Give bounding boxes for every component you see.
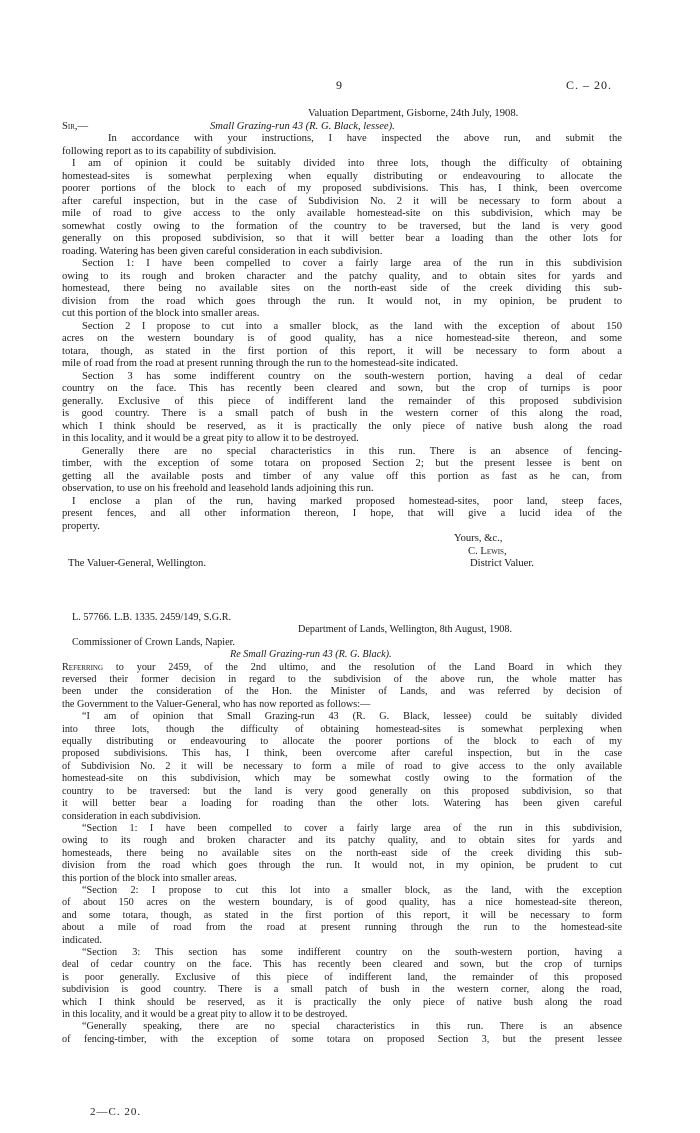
- letter1-line: present fences, and all other information thereon, I hope, that will give a lucid idea of the: [62, 508, 622, 519]
- letter2-line: it will better bear a loading for roading than the other lots. Watering has been given careful: [62, 798, 622, 810]
- letter1-signatory: C. Lewis,: [468, 545, 507, 557]
- letter2-line: division from the road which goes through the run. It would not, in my opinion, be prudent to cut: [62, 860, 622, 872]
- letter2-line: homestead-site on this subdivision, which may be somewhat costly owing to the formation of the: [62, 773, 622, 785]
- letter1-subject: Small Grazing-run 43 (R. G. Black, lessee).: [210, 120, 395, 132]
- letter1-line: mile of road to give access to the only available homestead-site on this subdivision, which may be: [62, 208, 622, 219]
- letter1-dateline: Valuation Department, Gisborne, 24th July, 1908.: [308, 108, 519, 119]
- letter1-line: In accordance with your instructions, I have inspected the above run, and submit the: [108, 133, 622, 144]
- page-number: 9: [336, 78, 342, 92]
- letter1-line: is good country. There is a small patch of bush in the western corner of this along the road,: [62, 408, 622, 419]
- letter1-line: mile of road from the road at present running through the run to the homestead-site indicated.: [62, 358, 458, 369]
- letter1-line: country on the face. This has recently been cleared and sown, but the crop of turnips is poor: [62, 383, 622, 394]
- letter1-line: Section 1: I have been compelled to cover a fairly large area of the run in this subdivision: [82, 258, 622, 269]
- letter2-line: equally distributing or endeavouring to allocate the poorer portions of the block to each of my: [62, 736, 622, 748]
- letter2-line: “Section 2: I propose to cut this lot into a smaller block, as the land, with the exception: [82, 884, 622, 896]
- letter2-line: deal of cedar country on the face. This has recently been cleared and sown, but the crop of turnips: [62, 959, 622, 971]
- letter1-salutation: Sir,—: [62, 120, 89, 132]
- letter1-line: homestead-sites is somewhat perplexing when equally distributing or endeavouring to allocate the: [62, 170, 622, 182]
- letter2-line: this portion of the block into smaller areas.: [62, 872, 237, 884]
- letter-department-of-lands: [62, 612, 622, 1046]
- letter1-line: getting all the available posts and timber of any value off this portion as fast as he can, from: [62, 470, 622, 482]
- letter1-line: generally on this proposed subdivision, so that it will better bear a loading than the other lots for: [62, 233, 622, 244]
- letter2-addressee: Commissioner of Crown Lands, Napier.: [72, 636, 235, 648]
- letter1-line: Section 2 I propose to cut into a smaller block, as the land with the exception of about 150: [82, 320, 622, 332]
- letter2-line: “Section 3: This section has some indifferent country on the south-western portion, having a: [82, 946, 622, 958]
- letter1-line: generally. Exclusive of this piece of indifferent land the remainder of this proposed subdivision: [62, 395, 622, 407]
- letter1-signatory-title: District Valuer.: [470, 558, 534, 569]
- letter2-subject: Re Small Grazing-run 43 (R. G. Black).: [230, 649, 392, 661]
- letter1-line: totara, though, as stated in the first portion of this report, it will be necessary to form about a: [62, 345, 622, 357]
- letter2-line: which I think should be reserved, as it is practically the only piece of native bush along the road: [62, 996, 622, 1008]
- letter2-line: in this locality, and it would be a great pity to allow it to be destroyed.: [62, 1009, 348, 1020]
- letter1-line: Generally there are no special characteristics in this run. There is an absence of fencing-: [82, 445, 622, 457]
- letter1-addressee: The Valuer-General, Wellington.: [68, 558, 206, 569]
- letter1-line: cut this portion of the block into smaller areas.: [62, 308, 260, 319]
- letter1-body: [62, 133, 622, 533]
- letter-valuer-report: [62, 108, 622, 571]
- letter2-line: been under the consideration of the Hon. the Minister of Lands, and was referred by decision of: [62, 686, 622, 698]
- letter1-line: I enclose a plan of the run, having marked proposed homestead-sites, poor land, steep faces,: [72, 495, 622, 507]
- letter2-line: Referring to your 2459, of the 2nd ultimo, and the resolution of the Land Board in which they: [62, 661, 622, 673]
- letter2-line: and some totara, though, as stated in the first portion of this report, it will be necessary to form: [62, 909, 622, 921]
- letter1-line: property.: [62, 520, 100, 532]
- letter1-line: roading. Watering has been given careful consideration in each subdivision.: [62, 245, 383, 257]
- letter2-line: indicated.: [62, 934, 102, 946]
- letter1-line: which I think should be reserved, as it is practically the only piece of native bush along the road: [62, 420, 622, 432]
- letter1-line: observation, to use on his freehold and leasehold lands adjoining this run.: [62, 483, 374, 494]
- letter2-body: [62, 662, 622, 1047]
- letter2-line: into three lots, though the difficulty of obtaining homestead-sites is somewhat perplexing when: [62, 723, 622, 735]
- letter1-line: following report as to its capability of subdivision.: [62, 145, 277, 157]
- letter2-line: reversed their former decision in regard to the subdivision of the above run, the whole matter has: [62, 674, 622, 686]
- letter2-line: subdivision is good country. There is a small patch of bush in the western corner, along the road,: [62, 984, 622, 996]
- letter2-line: of about 150 acres on the western boundary, is of good quality, has a nice homestead-site thereon,: [62, 897, 622, 909]
- page-header: [0, 78, 700, 94]
- letter2-line: “I am of opinion that Small Grazing-run 43 (R. G. Black, lessee) could be suitably divided: [82, 711, 622, 723]
- letter1-addressee-row: [62, 558, 622, 571]
- letter2-line: about a mile of road from the road at present running through the run to the homestead-site: [62, 922, 622, 934]
- letter2-line: owing to its rough and broken character and its patchy quality, and to obtain sites for yards and: [62, 835, 622, 847]
- letter1-line: poorer portions of the block to each of my proposed subdivisions. This has, I think, been overcome: [62, 183, 622, 194]
- letter2-line: proposed subdivisions. This has, I think, been overcome after careful inspection, but in the case: [62, 748, 622, 760]
- letter1-line: division from the road which goes through the run. It would not, in my opinion, be prudent to: [62, 295, 622, 307]
- letter1-line: acres on the western boundary is of good quality, has a nice homestead-site thereon, and some: [62, 333, 622, 344]
- letter2-line: is poor generally. Exclusive of this piece of indifferent land, the remainder of this proposed: [62, 971, 622, 983]
- letter1-closing-row: [62, 533, 622, 546]
- letter2-line: the Government to the Valuer-General, who has now reported as follows:—: [62, 698, 371, 710]
- letter1-line: Section 3 has some indifferent country on the south-western portion, having a deal of cedar: [82, 370, 622, 382]
- letter2-line: of Subdivision No. 2 it will be necessary to form a mile of road to give access to the only available: [62, 760, 622, 772]
- letter1-closing: Yours, &c.,: [454, 533, 503, 544]
- letter2-line: consideration in each subdivision.: [62, 810, 201, 822]
- letter2-line: homesteads, there being no available sites on the north-east side of the creek dividing this sub-: [62, 847, 622, 859]
- letter2-line: “Section 1: I have been compelled to cover a fairly large area of the run in this subdivision,: [82, 822, 622, 834]
- letter1-salutation-row: [62, 121, 622, 134]
- letter1-line: in this locality, and it would be a great pity to allow it to be destroyed.: [62, 433, 359, 444]
- signature-reference: 2—C. 20.: [90, 1106, 142, 1118]
- letter1-signatory-row: [62, 546, 622, 559]
- letter2-dateline: Department of Lands, Wellington, 8th August, 1908.: [298, 624, 513, 636]
- document-reference: C. – 20.: [566, 78, 613, 92]
- letter1-line: owing to its rough and broken character and the patchy quality, and to obtain sites for yards and: [62, 270, 622, 282]
- letter1-line: homestead, there being no available sites on the north-east side of the creek dividing this sub-: [62, 283, 622, 294]
- letter2-line: of fencing-timber, with the exception of some totara on proposed Section 3, but the present lessee: [62, 1033, 622, 1045]
- letter2-line: country to be traversed: but the land is very good generally on this proposed subdivision, so that: [62, 785, 622, 797]
- letter1-line: timber, with the exception of some totara on proposed Section 2; but the present lessee is bent on: [62, 458, 622, 469]
- letter1-line: somewhat costly owing to the formation of the country to be traversed, but the land is very good: [62, 220, 622, 232]
- letter2-refs: L. 57766. L.B. 1335. 2459/149, S.G.R.: [72, 612, 232, 623]
- letter1-line: after careful inspection, but in the case of Subdivision No. 2 it will be necessary to form about a: [62, 195, 622, 207]
- letter2-line: “Generally speaking, there are no special characteristics in this run. There is an absence: [82, 1021, 622, 1033]
- letter1-line: I am of opinion it could be suitably divided into three lots, though the difficulty of obtaining: [72, 158, 622, 169]
